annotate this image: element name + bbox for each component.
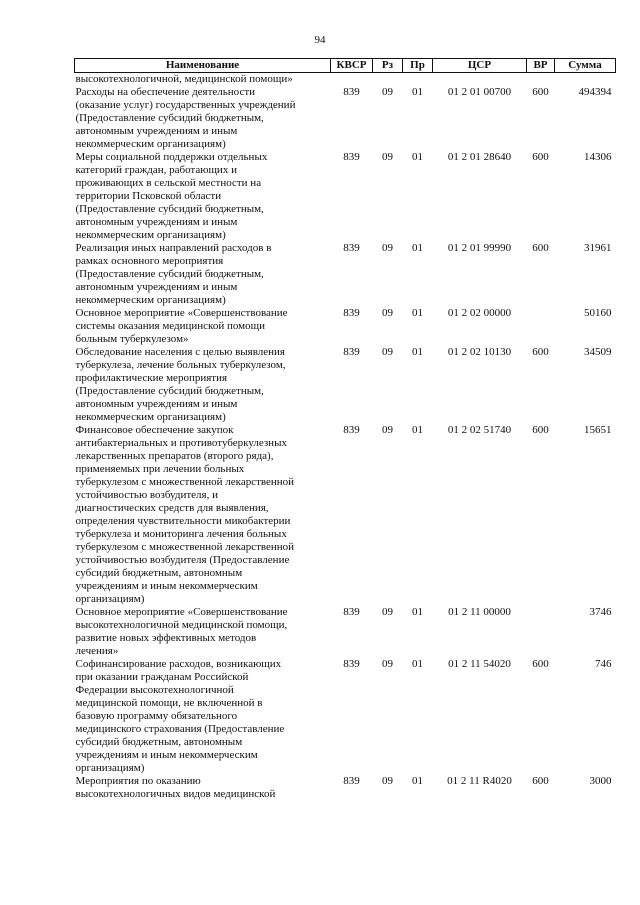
header-kvsr: КВСР — [331, 59, 373, 73]
row-rz: 09 — [382, 606, 393, 618]
row-name: Обследование населения с целью выявления туберкулеза, лечение больных туберкулезом, профилактические мероприятия (Предоставление субсидий бюджетным, автономным учреждениям и иным некоммерческим организациям) — [75, 346, 286, 423]
row-pr: 01 — [412, 775, 423, 787]
row-pr: 01 — [412, 346, 423, 358]
table-row — [75, 73, 616, 87]
row-vr: 600 — [532, 424, 549, 436]
row-sum: 15651 — [584, 424, 612, 436]
row-csr: 01 2 02 00000 — [447, 307, 512, 319]
table-row — [75, 151, 616, 242]
row-vr: 600 — [532, 86, 549, 98]
row-pr: 01 — [412, 606, 423, 618]
row-pr: 01 — [412, 242, 423, 254]
budget-table — [74, 58, 616, 801]
row-vr: 600 — [532, 151, 549, 163]
row-pr — [403, 73, 433, 87]
row-name: Меры социальной поддержки отдельных категорий граждан, работающих и проживающих в сельской местности на территории Псковской области (Предоставление субсидий бюджетным, автономным учреждениям и иным некоммерческим организациям) — [75, 151, 268, 241]
row-kvsr: 839 — [343, 242, 360, 254]
row-sum: 494394 — [578, 86, 612, 98]
row-kvsr: 839 — [343, 606, 360, 618]
row-sum: 746 — [595, 658, 612, 670]
row-rz: 09 — [382, 307, 393, 319]
row-csr: 01 2 01 28640 — [447, 151, 512, 163]
row-rz: 09 — [382, 658, 393, 670]
row-csr: 01 2 01 00700 — [447, 86, 512, 98]
row-pr: 01 — [412, 658, 423, 670]
header-vr: ВР — [527, 59, 555, 73]
row-csr: 01 2 01 99990 — [447, 242, 512, 254]
row-rz: 09 — [382, 86, 393, 98]
row-name: Основное мероприятие «Совершенствование высокотехнологичной медицинской помощи, развитие новых эффективных методов лечения» — [75, 606, 288, 657]
row-kvsr — [331, 73, 373, 87]
header-rz: Рз — [373, 59, 403, 73]
row-kvsr: 839 — [343, 346, 360, 358]
row-csr: 01 2 11 00000 — [448, 606, 511, 618]
row-kvsr: 839 — [343, 86, 360, 98]
table-row — [75, 346, 616, 424]
table-row — [75, 658, 616, 775]
row-vr — [527, 606, 555, 658]
row-kvsr: 839 — [343, 775, 360, 787]
row-csr: 01 2 11 54020 — [448, 658, 511, 670]
row-vr — [527, 307, 555, 346]
row-pr: 01 — [412, 151, 423, 163]
row-name: Мероприятия по оказанию высокотехнологичных видов медицинской — [75, 775, 276, 800]
row-csr — [433, 73, 527, 87]
row-csr: 01 2 11 R4020 — [447, 775, 512, 787]
row-rz: 09 — [382, 242, 393, 254]
table-row — [75, 424, 616, 606]
table-row — [75, 775, 616, 801]
header-pr: Пр — [403, 59, 433, 73]
row-kvsr: 839 — [343, 658, 360, 670]
header-name: Наименование — [75, 59, 331, 73]
row-sum: 50160 — [584, 307, 612, 319]
header-csr: ЦСР — [433, 59, 527, 73]
row-name: высокотехнологичной, медицинской помощи» — [75, 73, 293, 85]
row-kvsr: 839 — [343, 424, 360, 436]
row-vr: 600 — [532, 658, 549, 670]
row-rz: 09 — [382, 151, 393, 163]
row-pr: 01 — [412, 307, 423, 319]
row-sum: 3000 — [589, 775, 612, 787]
row-csr: 01 2 02 51740 — [447, 424, 512, 436]
row-rz: 09 — [382, 346, 393, 358]
header-sum: Сумма — [555, 59, 616, 73]
table-header-row — [75, 59, 616, 73]
row-name: Софинансирование расходов, возникающих при оказании гражданам Российской Федерации высокотехнологичной медицинской помощи, не включенной в базовую программу обязательного медицинского страхования (Предоставление субсидий бюджетным, автономным учреждениям и иным некоммерческим организациям) — [75, 658, 285, 774]
row-name: Основное мероприятие «Совершенствование системы оказания медицинской помощи больным туберкулезом» — [75, 307, 288, 345]
table-row — [75, 242, 616, 307]
row-sum: 14306 — [584, 151, 612, 163]
table-row — [75, 86, 616, 151]
row-kvsr: 839 — [343, 151, 360, 163]
row-pr: 01 — [412, 86, 423, 98]
row-name: Финансовое обеспечение закупок антибактериальных и противотуберкулезных лекарственных препаратов (второго ряда), применяемых при лечении больных туберкулезом с множественной лекарственной устойчивостью возбудителя, и диагностических средств для выявления, определения чувствительности микобактерии туберкулеза и мониторинга лечения больных туберкулезом с множественной лекарственной устойчивостью возбудителя (Предоставление субсидий бюджетным, автономным учреждениям и иным некоммерческим организациям) — [75, 424, 295, 605]
row-csr: 01 2 02 10130 — [447, 346, 512, 358]
row-rz: 09 — [382, 775, 393, 787]
row-sum: 31961 — [584, 242, 612, 254]
row-kvsr: 839 — [343, 307, 360, 319]
row-vr: 600 — [532, 242, 549, 254]
row-name: Расходы на обеспечение деятельности (оказание услуг) государственных учреждений (Предоставление субсидий бюджетным, автономным учреждениям и иным некоммерческим организациям) — [75, 86, 296, 150]
row-pr: 01 — [412, 424, 423, 436]
table-row — [75, 606, 616, 658]
row-sum: 34509 — [584, 346, 612, 358]
row-vr — [527, 73, 555, 87]
row-sum: 3746 — [589, 606, 612, 618]
row-rz: 09 — [382, 424, 393, 436]
row-vr: 600 — [532, 775, 549, 787]
row-sum — [555, 73, 616, 87]
row-rz — [373, 73, 403, 87]
row-name: Реализация иных направлений расходов в рамках основного мероприятия (Предоставление субсидий бюджетным, автономным учреждениям и иным некоммерческим организациям) — [75, 242, 272, 306]
table-row — [75, 307, 616, 346]
page-number: 94 — [314, 34, 326, 46]
row-vr: 600 — [532, 346, 549, 358]
